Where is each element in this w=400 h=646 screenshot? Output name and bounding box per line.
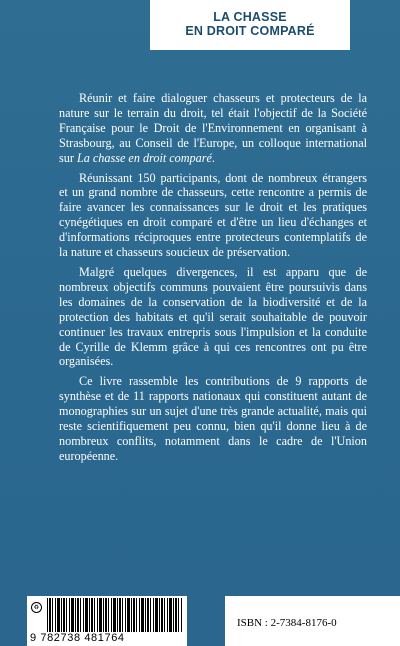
title-block — [150, 0, 350, 50]
title-line-2: EN DROIT COMPARÉ — [185, 24, 315, 38]
recycle-symbol-icon: ♻ — [31, 602, 42, 613]
book-title-italic: La chasse en droit comparé — [76, 150, 212, 165]
isbn-text: ISBN : 2-7384-8176-0 — [237, 617, 337, 629]
paragraph-2: Réunissant 150 participants, dont de nombreux étrangers et un grand nombre de chasseurs, cette rencontre a permis de faire avancer les connaissances sur le droit et les pratiques cynégétiques en droit comparé et d'être un lieu d'échanges et d'informations réciproques entre protecteurs contemplatifs de la nature et chasseurs soucieux de préservation. — [59, 170, 367, 260]
barcode-block — [27, 596, 187, 646]
paragraph-1-end: . — [211, 150, 215, 165]
barcode-bars — [47, 598, 183, 632]
blurb — [59, 91, 367, 469]
paragraph-1-text: Réunir et faire dialoguer chasseurs et protecteurs de la nature sur le terrain du droit, tel était l'objectif de la Société Française pour le Droit de l'Environnement en organisant à Strasbourg, au Conseil de l'Europe, un colloque international sur — [59, 91, 367, 165]
title-line-1: LA CHASSE — [213, 10, 287, 24]
isbn-block — [225, 596, 400, 646]
paragraph-1 — [59, 91, 367, 166]
paragraph-4: Ce livre rassemble les contributions de 9 rapports de synthèse et de 11 rapports nationaux qui constituent autant de monographies sur un sujet d'une très grande actualité, mais qui reste scientifiquement peu connu, bien qu'il donne lieu à de nombreux conflits, notamment dans le cadre de l'Union européenne. — [59, 374, 367, 463]
paragraph-3: Malgré quelques divergences, il est apparu que de nombreux objectifs communs pouvaient être poursuivis dans les domaines de la conservation de la biodiversité et de la protection des habitats et qu'il serait souhaitable de pouvoir continuer les travaux entrepris sous l'impulsion et la conduite de Cyrille de Klemm grâce à qui ces rencontres ont pu être organisées. — [59, 264, 367, 369]
barcode-number: 9 782738 481764 — [30, 632, 125, 644]
